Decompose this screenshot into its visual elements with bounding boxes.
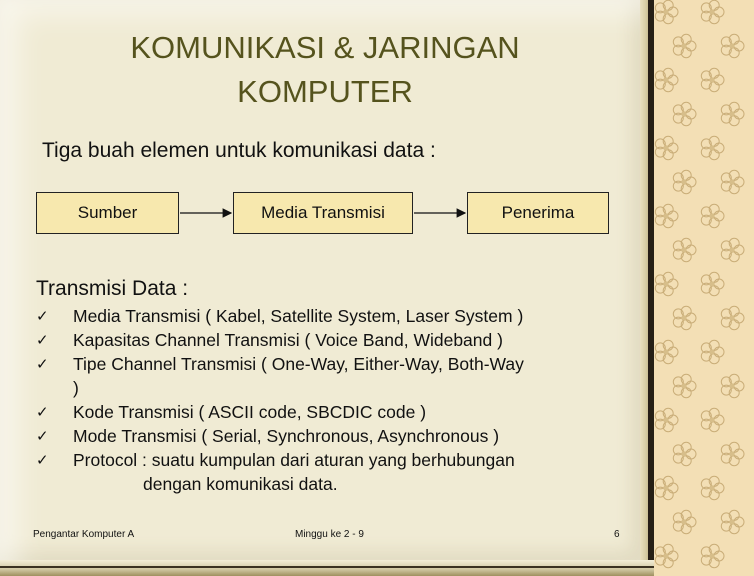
frame-bottom-line — [0, 566, 654, 568]
flower-motif — [655, 544, 678, 567]
floral-side-pattern — [654, 0, 754, 576]
flower-motif — [673, 102, 696, 125]
title-line-1: KOMUNIKASI & JARINGAN — [130, 30, 520, 65]
intro-text: Tiga buah elemen untuk komunikasi data : — [42, 139, 436, 162]
box-media-transmisi-label: Media Transmisi — [261, 203, 385, 222]
flower-motif — [673, 170, 696, 193]
flower-motif — [721, 170, 744, 193]
diagram-arrows — [0, 0, 640, 300]
flower-motif — [655, 340, 678, 363]
list-item — [36, 328, 626, 352]
footer-week: Minggu ke 2 - 9 — [295, 529, 364, 540]
title-line-2: KOMPUTER — [237, 74, 413, 109]
flower-motif — [701, 136, 724, 159]
checkmark-icon: ✓ — [36, 427, 49, 445]
list-item — [36, 448, 626, 496]
flower-motif — [701, 340, 724, 363]
flower-motif — [655, 476, 678, 499]
flower-motif — [673, 238, 696, 261]
flower-motif — [721, 510, 744, 533]
list-item-text: Protocol : suatu kumpulan dari aturan yang berhubungan — [73, 450, 515, 470]
list-item-text: Kode Transmisi ( ASCII code, SBCDIC code ) — [73, 402, 427, 422]
checkmark-icon: ✓ — [36, 331, 49, 349]
flower-motif — [655, 136, 678, 159]
flower-motif — [721, 374, 744, 397]
checkmark-icon: ✓ — [36, 355, 49, 373]
checkmark-icon: ✓ — [36, 451, 49, 469]
checkmark-icon: ✓ — [36, 403, 49, 421]
flower-motif — [701, 476, 724, 499]
flower-motif — [655, 68, 678, 91]
section-title: Transmisi Data : — [36, 277, 189, 300]
list-item — [36, 400, 626, 424]
flower-motif — [721, 34, 744, 57]
list-item-continuation: dengan komunikasi data. — [143, 474, 338, 494]
flower-motif — [701, 408, 724, 431]
floral-pattern-graphic — [654, 0, 754, 576]
transmission-list — [36, 304, 626, 496]
footer-page-number: 6 — [614, 529, 620, 540]
flower-motif — [701, 544, 724, 567]
box-penerima-label: Penerima — [501, 203, 575, 222]
list-item-text: Media Transmisi ( Kabel, Satellite System, Laser System ) — [73, 306, 524, 326]
flower-motif — [673, 442, 696, 465]
checkmark-icon: ✓ — [36, 307, 49, 325]
flower-motif — [721, 102, 744, 125]
list-item — [36, 304, 626, 328]
flower-motif — [673, 34, 696, 57]
flower-motif — [655, 408, 678, 431]
flower-motif — [721, 442, 744, 465]
flower-motif — [701, 204, 724, 227]
flower-motif — [673, 510, 696, 533]
flower-motif — [701, 0, 724, 23]
flower-motif — [673, 306, 696, 329]
flower-motif — [721, 306, 744, 329]
list-item-text: Tipe Channel Transmisi ( One-Way, Either-Way, Both-Way — [73, 354, 524, 374]
list-item-text: Kapasitas Channel Transmisi ( Voice Band, Wideband ) — [73, 330, 503, 350]
flower-motif — [655, 272, 678, 295]
box-sumber-label: Sumber — [77, 203, 138, 222]
flower-motif — [655, 0, 678, 23]
list-item-text: Mode Transmisi ( Serial, Synchronous, Asynchronous ) — [73, 426, 500, 446]
flower-motif — [701, 68, 724, 91]
list-item — [36, 424, 626, 448]
flower-motif — [701, 272, 724, 295]
footer-course: Pengantar Komputer A — [33, 529, 135, 540]
flower-motif — [721, 238, 744, 261]
frame-bottom-edge — [0, 560, 654, 576]
list-item-continuation: ) — [73, 378, 79, 398]
flower-motif — [655, 204, 678, 227]
list-item — [36, 352, 626, 400]
flower-motif — [673, 374, 696, 397]
